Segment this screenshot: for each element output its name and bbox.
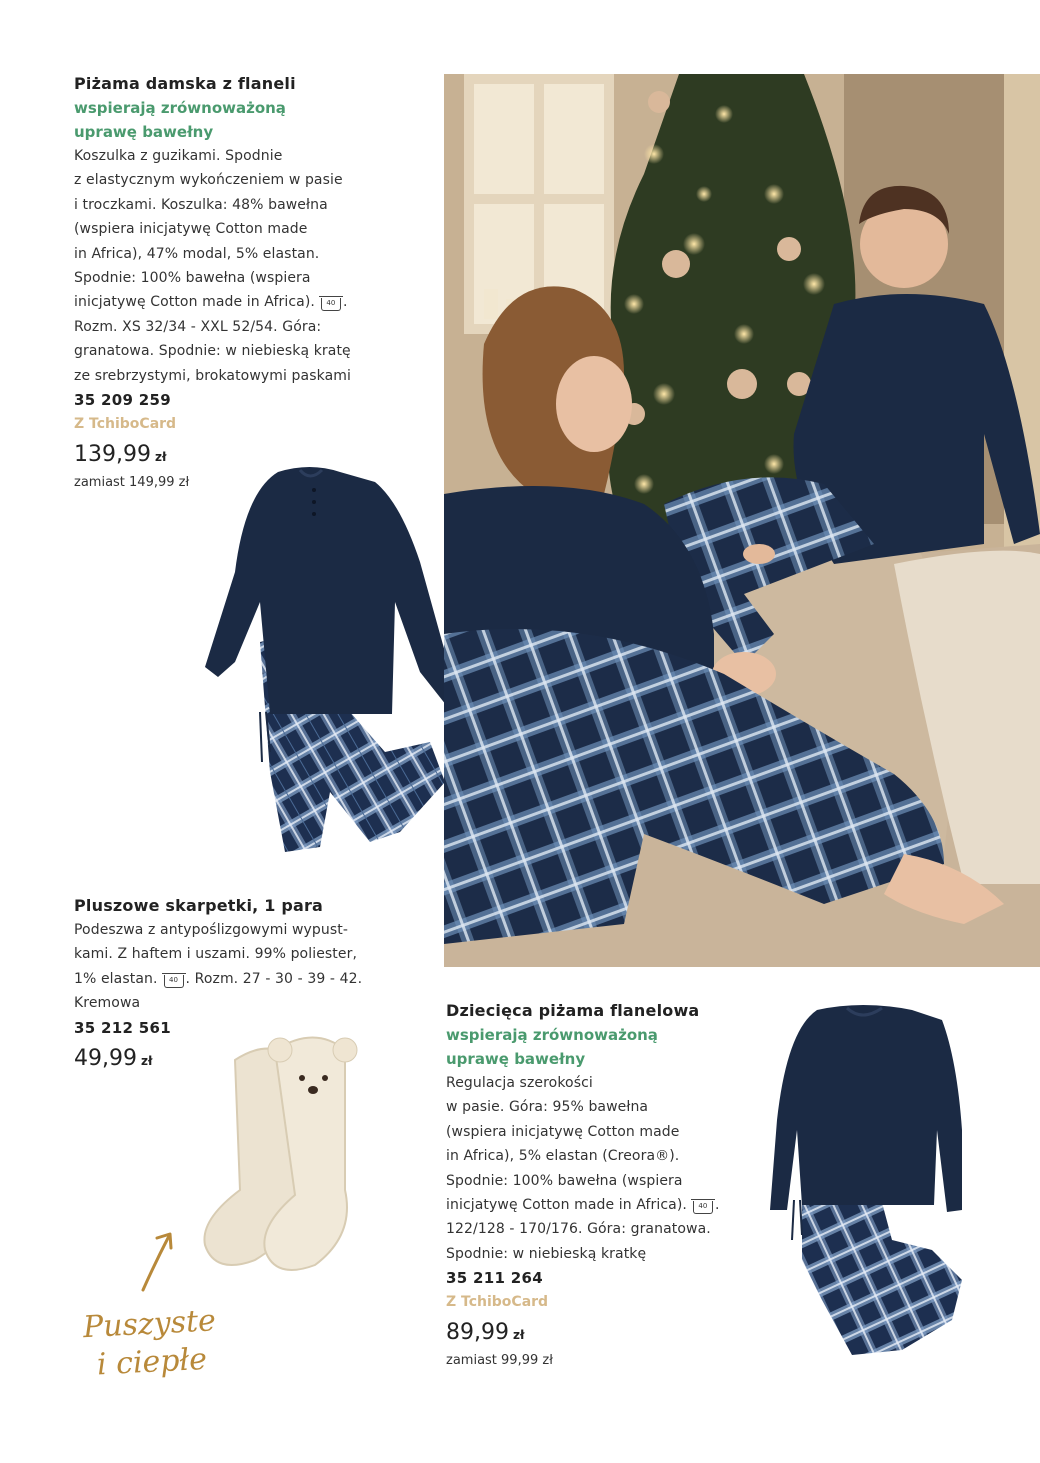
product-price: 139,99 zł [74, 442, 167, 468]
product-kids-pajama [446, 999, 776, 1372]
tchibocard-label: Z TchiboCard [446, 1294, 549, 1311]
old-price: zamiast 99,99 zł [446, 1353, 553, 1369]
callout-arrow-icon [135, 1228, 185, 1298]
callout-line1: Puszyste [82, 1303, 217, 1346]
product-sku: 35 209 259 [74, 391, 171, 410]
product-price: 49,99 zł [74, 1045, 153, 1071]
women-pajama-image [200, 452, 450, 872]
product-description: Koszulka z guzikami. Spodnie z elastycznym wykończeniem w pasie i troczkami. Koszulka: 48% bawełna (wspiera inicjatywę Cotton made in Africa), 47% modal, 5% elastan. Spodnie: 100% bawełna (wspiera inicjatywę Cotton made in Africa). 40 . Rozm. XS 32/34 - XXL 52/54. Góra: granatowa. Spodnie: w niebieską kratę ze srebrzystymi, brokatowymi paskami [74, 148, 351, 384]
product-description: Podeszwa z antypoślizgowymi wypust- kami. Z haftem i uszami. 99% poliester, 1% elastan. 40 . Rozm. 27 - 30 - 39 - 42. Kremowa [74, 922, 363, 1012]
wash-40-icon: 40 [321, 298, 341, 311]
sustain-label-line2: uprawę bawełny [74, 123, 214, 141]
sustain-label-line1: wspierają zrównoważoną [446, 1026, 658, 1044]
product-sku: 35 212 561 [74, 1018, 171, 1037]
callout-line2: i ciepłe [96, 1341, 208, 1383]
product-price: 89,99 zł [446, 1320, 525, 1346]
product-title: Piżama damska z flaneli [74, 74, 296, 93]
product-description: Regulacja szerokości w pasie. Góra: 95% bawełna (wspiera inicjatywę Cotton made in Africa), 5% elastan (Creora®). Spodnie: 100% bawełna (wspiera inicjatywę Cotton made in Africa). 40 . 122/128 - 170/176. Góra: granatowa. Spodnie: w niebieską kratkę [446, 1075, 720, 1262]
sustain-label-line2: uprawę bawełny [446, 1050, 586, 1068]
product-women-pajama [74, 72, 424, 494]
socks-image [195, 1030, 365, 1280]
family-pajama-photo [444, 74, 1040, 967]
tchibocard-label: Z TchiboCard [74, 416, 177, 433]
kids-pajama-image [762, 1000, 977, 1380]
product-title: Pluszowe skarpetki, 1 para [74, 896, 324, 915]
product-sku: 35 211 264 [446, 1269, 543, 1288]
wash-40-icon: 40 [693, 1201, 713, 1214]
sustain-label-line1: wspierają zrównoważoną [74, 99, 286, 117]
lifestyle-photo [444, 74, 1040, 967]
wash-40-icon: 40 [164, 975, 184, 988]
product-title: Dziecięca piżama flanelowa [446, 1001, 700, 1020]
callout-handwritten [82, 1301, 246, 1385]
old-price: zamiast 149,99 zł [74, 475, 190, 491]
